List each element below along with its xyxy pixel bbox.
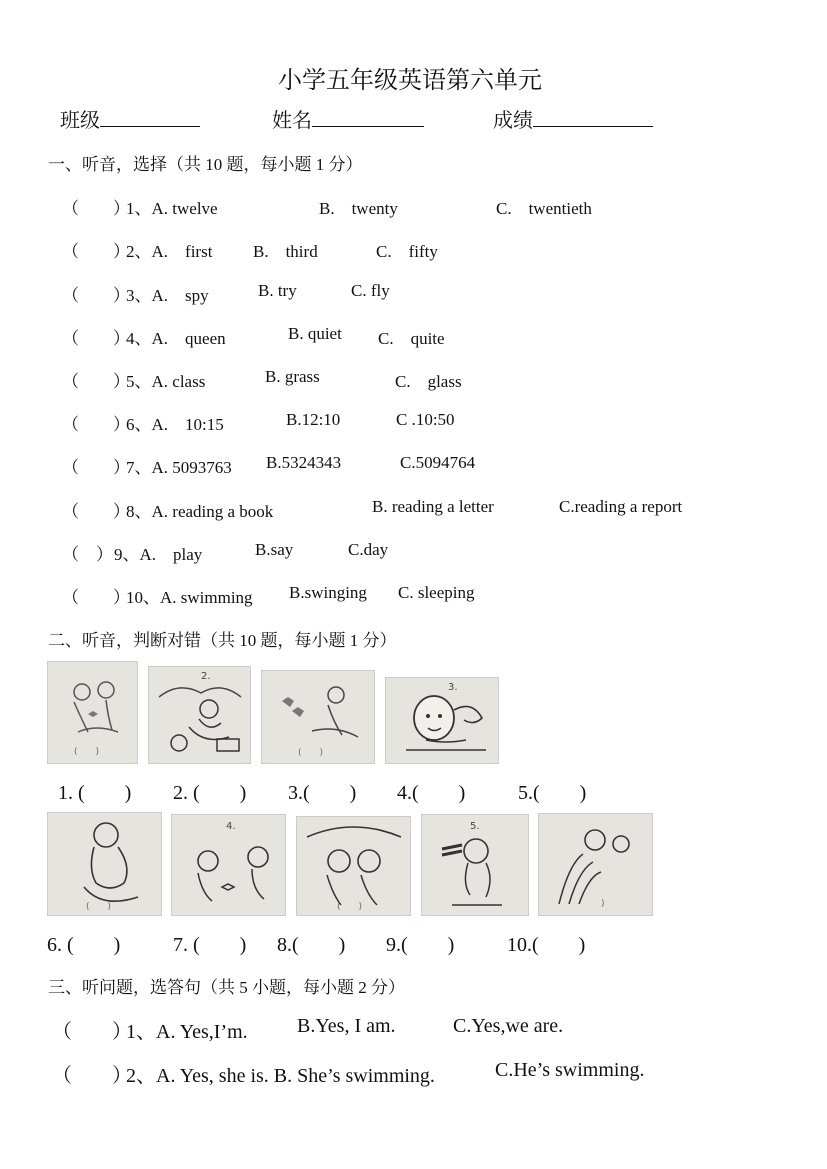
option-b: B. third	[253, 242, 318, 261]
children-drawing-image	[262, 671, 374, 763]
svg-text:): )	[601, 899, 605, 909]
option-c: C.Yes,we are.	[453, 1015, 564, 1037]
answer-bracket[interactable]: （ ）	[62, 199, 130, 218]
answer-slot[interactable]: 6. ( )	[47, 934, 121, 956]
picture-9	[421, 814, 529, 916]
answer-bracket[interactable]: （ ）	[62, 458, 130, 477]
option-a-b: 2、A. Yes, she is. B. She’s swimming.	[126, 1065, 435, 1087]
svg-text:5.: 5.	[470, 821, 480, 832]
name-field	[272, 104, 424, 133]
answer-slot[interactable]: 10.( )	[507, 934, 586, 956]
class-label: 班级	[60, 110, 100, 132]
option-b: B.say	[255, 540, 294, 559]
option-a: 8、A. reading a book	[126, 502, 274, 521]
option-c: C.reading a report	[559, 497, 683, 516]
option-c: C.day	[348, 540, 389, 559]
answer-slot[interactable]: 1. ( )	[58, 782, 132, 804]
option-a: 10、A. swimming	[126, 588, 253, 607]
answer-bracket[interactable]: （ ）	[52, 1065, 132, 1087]
picture-6	[47, 812, 162, 916]
option-c: C. quite	[378, 329, 445, 348]
option-a: 6、A. 10:15	[126, 415, 224, 434]
answer-bracket[interactable]: （ ）	[62, 372, 130, 391]
answer-slot[interactable]: 2. ( )	[173, 782, 247, 804]
svg-text:( ): ( )	[86, 902, 112, 912]
option-b: B. twenty	[319, 199, 398, 218]
option-b: B.swinging	[289, 583, 367, 602]
option-b: B. grass	[265, 367, 320, 386]
boy-and-girl-image	[172, 815, 285, 915]
option-a: 7、A. 5093763	[126, 458, 232, 477]
option-b: B. try	[258, 281, 297, 300]
children-playing-image	[48, 662, 137, 763]
page-title: 小学五年级英语第六单元	[278, 68, 542, 94]
picture-10	[538, 813, 653, 916]
option-b: B.12:10	[286, 410, 341, 429]
option-b: B. quiet	[288, 324, 342, 343]
option-a: 4、A. queen	[126, 329, 226, 348]
picture-8	[296, 816, 411, 916]
svg-text:( ): ( )	[337, 902, 363, 912]
option-a: 1、A. twelve	[126, 199, 218, 218]
option-a: 1、A. Yes,I’m.	[126, 1021, 248, 1043]
answer-bracket[interactable]: （ ）	[62, 286, 130, 305]
class-field	[60, 104, 200, 133]
section-2-heading: 二、听音，判断对错（共 10 题，每小题 1 分）	[48, 631, 397, 650]
svg-text:( ): ( )	[298, 748, 324, 758]
girl-writing-image	[386, 678, 498, 763]
name-blank[interactable]	[312, 108, 424, 127]
svg-text:2.: 2.	[201, 671, 211, 682]
answer-slot[interactable]: 3.( )	[288, 782, 357, 804]
animals-in-grass-image	[539, 814, 652, 915]
section-1-heading: 一、听音，选择（共 10 题，每小题 1 分）	[48, 155, 363, 174]
svg-text:( ): ( )	[74, 747, 100, 757]
girl-sitting-image	[48, 813, 161, 915]
option-c: C .10:50	[396, 410, 455, 429]
answer-bracket[interactable]: （ ）	[52, 1021, 132, 1043]
answer-bracket[interactable]: （ ）	[62, 588, 130, 607]
option-a: 3、A. spy	[126, 286, 209, 305]
answer-slot[interactable]: 7. ( )	[173, 934, 247, 956]
svg-text:3.: 3.	[448, 682, 458, 693]
answer-slot[interactable]: 9.( )	[386, 934, 455, 956]
name-label: 姓名	[272, 110, 312, 132]
svg-text:4.: 4.	[226, 821, 236, 832]
answer-slot[interactable]: 4.( )	[397, 782, 466, 804]
option-b: B. reading a letter	[372, 497, 494, 516]
option-b: B.Yes, I am.	[297, 1015, 396, 1037]
option-c: C.5094764	[400, 453, 476, 472]
option-c: C. fifty	[376, 242, 438, 261]
picture-1	[47, 661, 138, 764]
score-blank[interactable]	[533, 108, 653, 127]
option-c: C.He’s swimming.	[495, 1059, 645, 1081]
picture-3	[261, 670, 375, 764]
option-a: 2、A. first	[126, 242, 213, 261]
option-a: 9、A. play	[114, 545, 203, 564]
option-a: 5、A. class	[126, 372, 206, 391]
picture-2	[148, 666, 251, 764]
answer-bracket[interactable]: （ ）	[62, 329, 130, 348]
class-blank[interactable]	[100, 108, 200, 127]
option-c: C. glass	[395, 372, 462, 391]
picture-7	[171, 814, 286, 916]
answer-bracket[interactable]: （ ）	[62, 242, 130, 261]
option-c: C. twentieth	[496, 199, 592, 218]
option-c: C. sleeping	[398, 583, 475, 602]
score-label: 成绩	[493, 110, 533, 132]
boy-with-bike-image	[149, 667, 250, 763]
picture-4	[385, 677, 499, 764]
kids-under-tree-image	[297, 817, 410, 915]
girl-on-phone-image	[422, 815, 528, 915]
option-b: B.5324343	[266, 453, 342, 472]
option-c: C. fly	[351, 281, 390, 300]
answer-bracket[interactable]: （ ）	[62, 502, 130, 521]
answer-slot[interactable]: 8.( )	[277, 934, 346, 956]
section-3-heading: 三、听问题，选答句（共 5 小题，每小题 2 分）	[48, 978, 405, 997]
answer-bracket[interactable]: （ ）	[62, 545, 113, 564]
answer-bracket[interactable]: （ ）	[62, 415, 130, 434]
answer-slot[interactable]: 5.( )	[518, 782, 587, 804]
score-field	[493, 104, 653, 133]
